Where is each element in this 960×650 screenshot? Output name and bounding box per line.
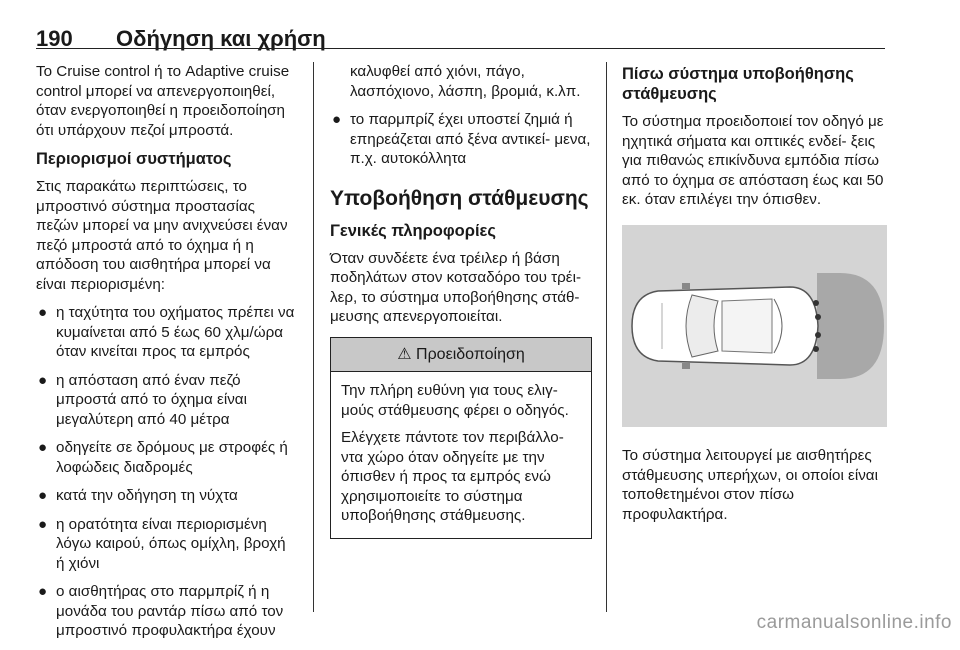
bullet-icon: ● (332, 111, 342, 128)
list-item: ● ο αισθητήρας στο παρμπρίζ ή η μονάδα του ραντάρ πίσω από τον μπροστινό προφυλακτήρα έχουν (38, 583, 284, 639)
bullet-icon: ● (38, 583, 48, 600)
section-title: Υποβοήθηση στάθμευσης (330, 186, 589, 210)
list-item: ● η ορατότητα είναι περιορισμένη λόγω καιρού, όπως ομίχλη, βροχή ή χιόνι (38, 515, 286, 572)
list-item: ● η ταχύτητα του οχήματος πρέπει να κυμαίνεται από 5 έως 60 χλμ/ώρα όταν κινείται προς τα εμπρός (38, 304, 295, 360)
warning-body (331, 372, 591, 538)
page-number: 190 (36, 26, 73, 51)
column-divider-2 (606, 62, 607, 612)
column-1 (36, 62, 298, 650)
limitations-list (36, 303, 298, 641)
intro-paragraph: Το Cruise control ή το Adaptive cruise control μπορεί να απενεργοποιηθεί, όταν ενεργοποιηθεί η προειδοποίηση ότι υπάρχουν πεζοί μπροστά. (36, 63, 290, 139)
bullet-icon: ● (38, 487, 48, 504)
column-3 (622, 62, 887, 533)
warning-triangle-icon: ⚠ (397, 345, 412, 363)
limitations-heading: Περιορισμοί συστήματος (36, 150, 232, 168)
rear-assist-heading: Πίσω σύστημα υποβοήθησης στάθμευσης (622, 65, 854, 103)
warning-paragraph-1: Την πλήρη ευθύνη για τους ελιγ- μούς στάθμευσης φέρει ο οδηγός. (341, 382, 569, 419)
rear-assist-paragraph-1: Το σύστημα προειδοποιεί τον οδηγό με ηχητικά σήματα και οπτικές ενδεί- ξεις για πιθανώς επικίνδυνα εμπόδια πίσω από το όχημα σε απόσταση έως και 50 εκ. όταν επιλέγει την όπισθεν. (622, 113, 884, 208)
list-item: ● κατά την οδήγηση τη νύχτα (38, 487, 238, 504)
warning-paragraph-2: Ελέγχετε πάντοτε τον περιβάλλο- ντα χώρο όταν οδηγείτε με την όπισθεν ή προς τα εμπρός ενώ χρησιμοποιείτε το σύστημα υποβοήθησης στάθμευσης. (341, 429, 564, 524)
list-item: ● η απόσταση από έναν πεζό μπροστά από το όχημα είναι μεγαλύτερη από 40 μέτρα (38, 371, 247, 428)
general-info-heading: Γενικές πληροφορίες (330, 221, 496, 240)
bullet-icon: ● (38, 515, 48, 533)
bullet-icon: ● (38, 371, 48, 389)
warning-title: Προειδοποίηση (416, 345, 525, 363)
car-top-view-icon (632, 283, 818, 369)
limitations-list-continued (330, 110, 592, 169)
list-item: ● οδηγείτε σε δρόμους με στροφές ή λοφώδεις διαδρομές (38, 439, 288, 476)
rear-assist-paragraph-2: Το σύστημα λειτουργεί με αισθητήρες στάθμευσης υπερήχων, οι οποίοι είναι τοποθετημένοι στον πίσω προφυλακτήρα. (622, 447, 878, 523)
limitations-paragraph: Στις παρακάτω περιπτώσεις, το μπροστινό σύστημα προστασίας πεζών μπορεί να μην ανιχνεύσει έναν πεζό μπροστά από το όχημα ή η απόδοση του αισθητήρα μπορεί να είναι περιορισμένη: (36, 178, 288, 293)
watermark: carmanualsonline.info (756, 612, 952, 633)
parking-sensor-illustration (622, 225, 887, 427)
header-rule (36, 48, 885, 49)
sensor-zone-icon (817, 273, 884, 379)
bullet-icon: ● (38, 304, 48, 321)
general-info-paragraph: Όταν συνδέετε ένα τρέιλερ ή βάση ποδηλάτων στον κοτσαδόρο του τρέι- λερ, το σύστημα υποβοήθησης στάθ- μευσης απενεργοποιείται. (330, 249, 582, 325)
list-item: ● το παρμπρίζ έχει υποστεί ζημιά ή επηρεάζεται από ξένα αντικεί- μενα, π.χ. αυτοκόλλητα (332, 111, 591, 167)
warning-box (330, 337, 592, 539)
continued-text: καλυφθεί από χιόνι, πάγο, λασπόχιονο, λάσπη, βρομιά, κ.λπ. (350, 63, 581, 100)
column-2 (330, 62, 592, 539)
column-divider-1 (313, 62, 314, 612)
warning-header (331, 338, 591, 373)
chapter-title: Οδήγηση και χρήση (116, 26, 326, 51)
bullet-icon: ● (38, 439, 48, 456)
